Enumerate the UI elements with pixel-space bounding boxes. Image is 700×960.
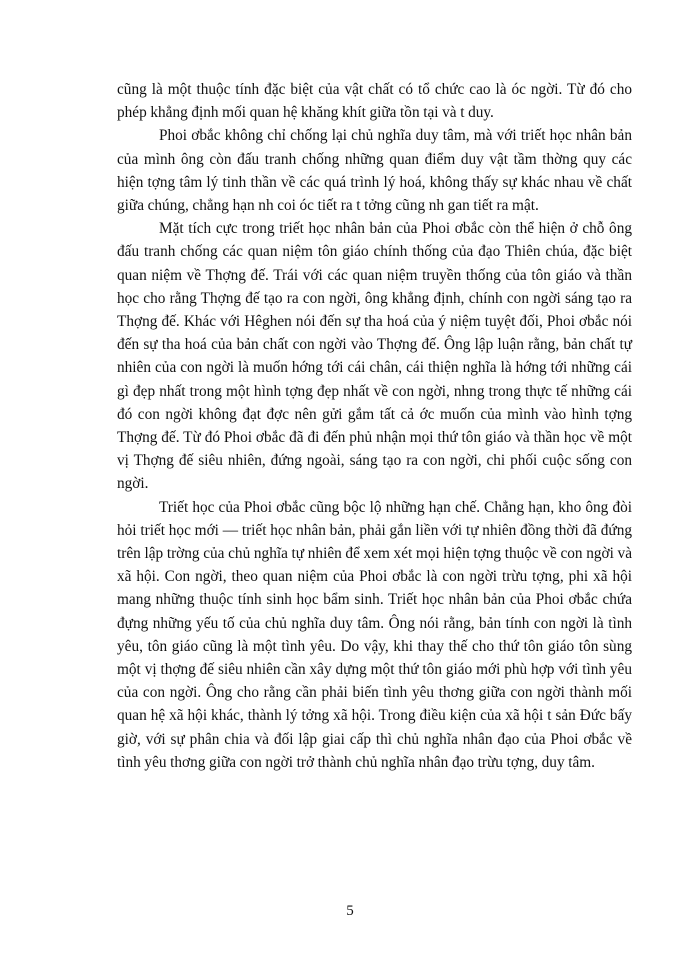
- paragraph-4: Triết học của Phoi ơbắc cũng bộc lộ những hạn chế. Chẳng hạn, kho ông đòi hỏi triết học mới — triết học nhân bản, phải gắn liền với tự nhiên đồng thời đã đứng trên lập trờng của chủ nghĩa tự nhiên để xem xét mọi hiện tợng thuộc về con ngời và xã hội. Con ngời, theo quan niệm của Phoi ơbắc là con ngời trừu tợng, phi xã hội mang những thuộc tính sinh học bẩm sinh. Triết học nhân bản của Phoi ơbắc chứa đựng những yếu tố của chủ nghĩa duy tâm. Ông nói rằng, bản tính con ngời là tình yêu, tôn giáo cũng là một tình yêu. Do vậy, khi thay thế cho thứ tôn giáo tôn sùng một vị thợng đế siêu nhiên cần xây dựng một thứ tôn giáo mới phù hợp với tình yêu của con ngời. Ông cho rằng cần phải biến tình yêu thơng giữa con ngời thành mối quan hệ xã hội khác, thành lý tởng xã hội. Trong điều kiện của xã hội t sản Đức bấy giờ, với sự phân chia và đối lập giai cấp thì chủ nghĩa nhân đạo của Phoi ơbắc về tình yêu thơng giữa con ngời trở thành chủ nghĩa nhân đạo trừu tợng, duy tâm.: [117, 498, 632, 771]
- paragraph-3: Mặt tích cực trong triết học nhân bản của Phoi ơbắc còn thể hiện ở chỗ ông đấu tranh chống các quan niệm tôn giáo chính thống của đạo Thiên chúa, đặc biệt quan niệm về Thợng đế. Trái với các quan niệm truyền thống của tôn giáo và thần học cho rằng Thợng đế tạo ra con ngời, ông khẳng định, chính con ngời sáng tạo ra Thợng đế. Khác với Hêghen nói đến sự tha hoá của ý niệm tuyệt đối, Phoi ơbắc nói đến sự tha hoá của bản chất con ngời vào Thợng đế. Ông lập luận rằng, bản chất tự nhiên của con ngời là muốn hớng tới cái chân, cái thiện nghĩa là hớng tới những cái gì đẹp nhất trong một hình tợng đẹp nhất về con ngời, nhng trong thực tế những cái đó con ngời không đạt đợc nên gửi gắm tất cả ớc muốn của mình vào hình tợng Thợng đế. Từ đó Phoi ơbắc đã đi đến phủ nhận mọi thứ tôn giáo và thần học về một vị Thợng đế siêu nhiên, đứng ngoài, sáng tạo ra con ngời, chi phối cuộc sống con ngời.: [117, 220, 632, 493]
- paragraph-2: Phoi ơbắc không chỉ chống lại chủ nghĩa duy tâm, mà với triết học nhân bản của mình ông còn đấu tranh chống những quan điểm duy vật tầm thờng quy các hiện tợng tâm lý tinh thần về các quá trình lý hoá, không thấy sự khác nhau về chất giữa chúng, chẳng hạn nh coi óc tiết ra t tởng cũng nh gan tiết ra mật.: [117, 127, 632, 215]
- body-text: [117, 78, 632, 774]
- page-number: 5: [346, 903, 354, 919]
- paragraph-1: cũng là một thuộc tính đặc biệt của vật chất có tổ chức cao là óc ngời. Từ đó cho phép khẳng định mối quan hệ khăng khít giữa tồn tại và t duy.: [117, 81, 632, 122]
